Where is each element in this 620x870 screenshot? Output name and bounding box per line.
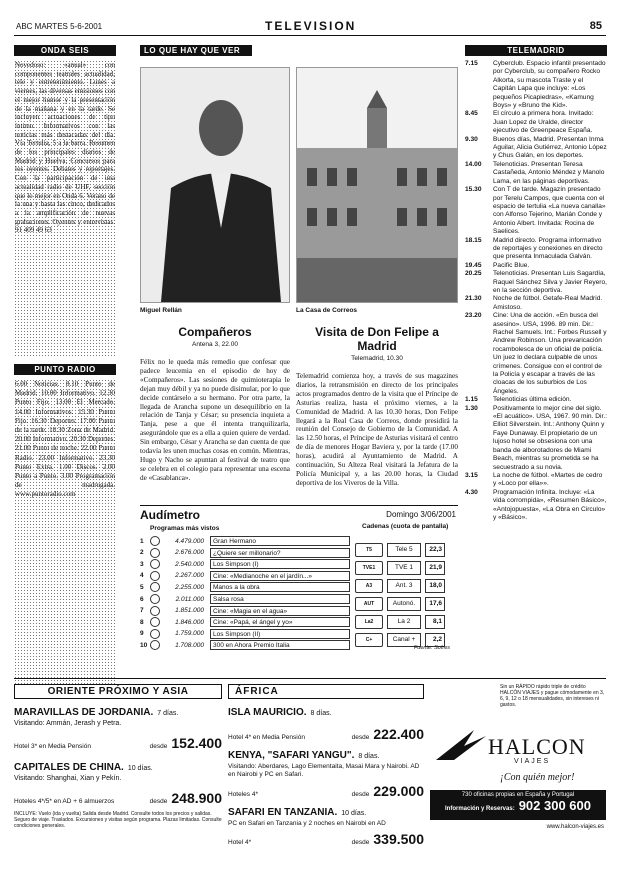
program-audience: 1.708.000 — [175, 641, 204, 649]
audimetro-date: Domingo 3/06/2001 — [386, 510, 456, 519]
channel-share: 18,0 — [425, 579, 445, 593]
article-companeros — [140, 325, 290, 530]
ads-rule — [14, 678, 606, 679]
trip-mauricio-title: ISLA MAURICIO. — [228, 707, 307, 718]
channel-name: TVE 1 — [387, 561, 421, 575]
schedule-text: Noche de fútbol. Getafe-Real Madrid. Amistoso. — [493, 295, 603, 311]
schedule-item — [465, 136, 607, 161]
channel-logo-icon — [150, 617, 160, 627]
trip-mauricio-price: 222.400 — [373, 726, 424, 742]
schedule-time: 3.15 — [465, 471, 478, 479]
channel-logo-icon — [150, 582, 160, 592]
program-audience: 2.255.000 — [175, 583, 204, 591]
program-audience: 2.011.000 — [175, 595, 204, 603]
trip-kenya-days: 8 días. — [358, 753, 380, 760]
program-rank: 5 — [140, 583, 144, 591]
program-rank: 1 — [140, 537, 144, 545]
channels-header: Cadenas (cuota de pantalla) — [362, 523, 449, 530]
trip-tanzania-desc: PC en Safari en Tanzania y 2 noches en Nairobi en AD — [228, 820, 386, 827]
trip-jordania-hotel: Hotel 3* en Media Pensión — [14, 743, 91, 750]
channel-name: Autonó. — [387, 597, 421, 611]
schedule-item — [465, 396, 607, 404]
schedule-text: Programación Infinita. Incluye: «La vida corrompida», «Resumen Básico», «Antojopuesta», «La Obra en Circulo» y «Básico». — [493, 488, 607, 521]
lo-que-hay-que-ver — [140, 45, 458, 487]
trip-mauricio-hotel: Hotel 4* en Media Pensión — [228, 734, 305, 741]
article1-title: Compañeros — [178, 325, 252, 339]
ad-africa — [228, 684, 424, 854]
schedule-time: 9.30 — [465, 135, 478, 143]
trip-mauricio-days: 8 días. — [310, 710, 332, 717]
channel-name: Tele 5 — [387, 543, 421, 557]
schedule-item — [465, 262, 607, 270]
channel-name: La 2 — [387, 615, 421, 629]
channel-logo-icon — [150, 559, 160, 569]
trip-kenya-desc: Visitando: Aberdares, Lago Elementaita, Masai Mara y Nairobi. AD en Nairobi y PC en Safari. — [228, 763, 420, 778]
schedule-item — [465, 270, 607, 295]
schedule-text: Pacific Blue. — [493, 261, 530, 269]
trip-china-desc: Visitando: Shanghai, Xian y Pekín. — [14, 775, 122, 782]
schedule-time: 8.45 — [465, 110, 478, 118]
schedule-time: 7.15 — [465, 60, 478, 67]
program-audience: 1.846.000 — [175, 618, 204, 626]
trip-jordania-from: desde — [149, 743, 168, 750]
halcon-promo: Sin un RÁPIDO rápido triple de crédito HALCÓN VIAJES y pague cómodamente en 3, 6, 9, 12 o 18 mensualidades, sin intereses ni gastos. — [500, 684, 605, 708]
audimetro-title: Audímetro — [140, 508, 200, 522]
program-name: Cine: «Magia en el agua» — [210, 606, 350, 616]
channel-logo-icon — [150, 606, 160, 616]
schedule-item — [465, 110, 607, 135]
trip-tanzania-days: 10 días. — [341, 810, 367, 817]
left-column — [14, 45, 116, 685]
photo-miguel-rellan — [140, 67, 290, 303]
trip-kenya-from: desde — [351, 791, 370, 798]
schedule-text: Con T de tarde. Magazín presentado por Terelu Campos, que cuenta con el espacio de tertulia «La nueva canalla» con Alfonso Tejerino, Marián Conde y Antonio Albert. Invitada: Rocina de Saelices. — [493, 186, 606, 236]
schedule-item — [465, 237, 607, 262]
program-audience: 2.676.000 — [175, 549, 204, 557]
channel-name: Canal + — [387, 633, 421, 647]
punto-radio-title: PUNTO RADIO — [14, 364, 116, 375]
program-name: ¿Quiere ser millonario? — [210, 548, 350, 558]
channel-share: 17,6 — [425, 597, 445, 611]
halcon-phone[interactable]: 902 300 600 — [518, 798, 591, 813]
trip-mauricio-from: desde — [351, 734, 370, 741]
trip-tanzania-title: SAFARI EN TANZANIA. — [228, 807, 338, 818]
schedule-item — [465, 405, 607, 472]
trip-jordania-price: 152.400 — [171, 735, 222, 751]
schedule-time: 1.30 — [465, 404, 478, 412]
trip-china-price: 248.900 — [171, 790, 222, 806]
channel-share: 8,1 — [425, 615, 445, 629]
channel-share: 22,3 — [425, 543, 445, 557]
halcon-brand: HALCON — [488, 734, 586, 759]
channel-logo: A3 — [355, 579, 383, 593]
program-audience: 4.479.000 — [175, 537, 204, 545]
schedule-text: Cine: Una de acción. «En busca del asesino». USA, 1996. 89 min. Dir.: Rachel Samuels. Int.: Forbes Russell y Andrew Robinson. Una prevaricación rocambolesca de un oficial de policía. Un juez lo declara culpable de unos crímenes. Consigue con el control de la Policía y escapar a través de las cloacas de los suburbios de Los Ángeles. — [493, 312, 607, 395]
ad-oriente-header: ORIENTE PRÓXIMO Y ASIA — [14, 684, 222, 699]
trip-china-days: 10 días. — [127, 765, 153, 772]
schedule-text: Telenoticias. Presentan Luis Sagardía, Raquel Sánchez Silva y Javier Reyero, en la sección deportiva. — [493, 270, 607, 294]
channel-logo-icon — [150, 571, 160, 581]
article2-meta: Telemadrid, 10.30 — [351, 355, 403, 362]
audimetro-box — [140, 505, 458, 653]
program-name: Los Simpson (II) — [210, 629, 350, 639]
building-illustration — [297, 68, 457, 302]
schedule-time: 1.15 — [465, 396, 478, 404]
channel-share-row — [355, 577, 445, 595]
article2-text: Telemadrid comienza hoy, a través de sus magazines diarios, la retransmisión en directo de los principales actos programados dentro de la visita que el Príncipe de Asturias realiza, hasta el próximo viernes, a la Comunidad de Madrid. A las 10.30 horas, Don Felipe llegará a la Real Casa de Correos, donde presidirá la reunión del Consejo de Gobierno de la Comunidad. A las 12.50 horas, el Príncipe de Asturias visitará el centro de día de menores Hogar Baviera y, por la tarde (17.00 horas), acudirá al Ayuntamiento de Madrid. A continuación, Su Alteza Real visitará la Jefatura de la Policía Municipal y, a las 20.00 horas, la Ciudad deportiva de los Viveros de la Villa. — [296, 372, 458, 487]
programs-list — [140, 534, 350, 652]
program-name: Cine: «Medianoche en el jardín...» — [210, 571, 350, 581]
ad-oriente — [14, 684, 222, 854]
schedule-text: Buenos días, Madrid. Presentan Inma Aguilar, Alicia Gutiérrez, Antonio López y Chus Galán, en los deportes. — [493, 135, 607, 160]
schedule-item — [465, 489, 607, 523]
schedule-text: La noche de fútbol. «Martes de cedro y «Loco por ella»». — [493, 471, 603, 488]
channel-logo-icon — [150, 629, 160, 639]
schedule-item — [465, 472, 607, 489]
program-name: Cine: «Papá, el ángel y yo» — [210, 617, 350, 627]
section-title: TELEVISION — [265, 19, 357, 33]
schedule-text: Cyberclub. Espacio infantil presentado por Cyberclub, su compañero Rocko Alkorta, su mascota Traste y el Capitán Lapa que incluye: «Los pequeños Picapiedras», «Kamung Boys» y «Bruno the Kid». — [493, 60, 606, 110]
program-rank: 2 — [140, 549, 144, 557]
lo-que-hay-title: LO QUE HAY QUE VER — [140, 45, 252, 56]
schedule-text: El círculo a primera hora. Invitado: Juan Lopez de Uralde, director ejecutivo de Greenpeace España. — [493, 110, 594, 135]
photo-casa-correos — [296, 67, 458, 303]
schedule-time: 23.20 — [465, 312, 482, 320]
photo1-caption: Miguel Rellán — [140, 307, 182, 314]
channel-logo: TVE1 — [355, 561, 383, 575]
channel-logo-icon — [150, 548, 160, 558]
program-name: Gran Hermano — [210, 536, 350, 546]
channel-share-row — [355, 541, 445, 559]
trip-jordania-desc: Visitando: Ammán, Jerash y Petra. — [14, 720, 122, 727]
channel-logo-icon — [150, 536, 160, 546]
ad-halcon — [430, 684, 606, 854]
channels-list — [355, 541, 455, 651]
trip-jordania-title: MARAVILLAS DE JORDANIA. — [14, 707, 154, 718]
schedule-time: 4.30 — [465, 488, 478, 496]
schedule-time: 18.15 — [465, 236, 482, 244]
program-audience: 1.851.000 — [175, 607, 204, 615]
schedule-time: 14.00 — [465, 160, 482, 168]
punto-radio-text: 6.00 Noticias. 8.10 Punto de Madrid. 10.00 Informativo. 12.30 Punto Fijo. 13.00 El Mercado. 14.00 Informativos. 15.30 Punto Fijo. 16.30 Deportes. 17.00 Punto de la tarde. 18.30 Zona de Madrid. 20.00 Informativo. 20.30 Deportes. 21.00 Punto de noche. 22.00 Punto Radio. 23.00 Informativo. 23.30 Punto Extra. 1.00 Discos. 2.00 Punto a Punto. 3.00 Programación de madrugada. www.puntoradio.com — [14, 379, 116, 685]
trip-tanzania-from: desde — [351, 839, 370, 846]
ad-africa-header: ÁFRICA — [228, 684, 424, 699]
telemadrid-title: TELEMADRID — [465, 45, 607, 56]
schedule-item — [465, 60, 607, 110]
schedule-time: 21.30 — [465, 295, 482, 303]
audimetro-program-row — [140, 638, 350, 652]
program-audience: 2.540.000 — [175, 560, 204, 568]
channel-share-row — [355, 595, 445, 613]
schedule-time: 15.30 — [465, 186, 482, 194]
program-name: Los Simpson (I) — [210, 559, 350, 569]
channel-logo: C+ — [355, 633, 383, 647]
halcon-phone-label: Información y Reservas: — [445, 806, 515, 812]
halcon-offices: 730 oficinas propias en España y Portugal — [461, 792, 575, 798]
program-name: 300 en Ahora Premio Italia — [210, 640, 350, 650]
program-rank: 8 — [140, 618, 144, 626]
program-name: Salsa rosa — [210, 594, 350, 604]
trip-tanzania-hotel: Hotel 4* — [228, 839, 252, 846]
halcon-slogan: ¡Con quién mejor! — [500, 772, 575, 783]
halcon-brand-sub: VIAJES — [514, 758, 551, 765]
channel-logo: AUT — [355, 597, 383, 611]
telemadrid-column — [465, 45, 607, 680]
trip-kenya-title: KENYA, "SAFARI YANGU". — [228, 750, 355, 761]
channel-share-row — [355, 613, 445, 631]
program-rank: 9 — [140, 630, 144, 638]
program-rank: 7 — [140, 607, 144, 615]
program-rank: 3 — [140, 560, 144, 568]
channel-logo-icon — [150, 640, 160, 650]
onda-seis-text: Novedoso: «anual» con componentes teatrales actualidad, tele y entretenimiento. Lunes a viernes, las diversas emisiones con el mejor humor y la presentación de la mañana y en la tarde. Se incluyen actuaciones de tipo íntimo. Informativos con las noticias más destacadas del día. Vía Tertulia, 5 a la barra. Resumen de los principales diarios de Madrid y Huelva. Concursos para los oyentes. Debates y reportajes. Con la participación de una actualidad radio de UHF, sección que lo mejor en Onda 6. Verano de la una y hasta las cinco, dedicados a la amplificación de nuevas grabaciones. Oyentes y entrevistas. 91 409 49 63 — [14, 60, 116, 356]
program-audience: 1.759.000 — [175, 630, 204, 638]
trip-kenya-price: 229.000 — [373, 783, 424, 799]
schedule-item — [465, 295, 607, 312]
halcon-bird-icon — [434, 726, 488, 762]
program-rank: 6 — [140, 595, 144, 603]
schedule-time: 19.45 — [465, 261, 482, 269]
portrait-illustration — [141, 68, 289, 302]
halcon-web[interactable]: www.halcon-viajes.es — [546, 824, 604, 830]
schedule-item — [465, 161, 607, 186]
program-name: Manos a la obra — [210, 582, 350, 592]
channel-logo: T5 — [355, 543, 383, 557]
schedule-item — [465, 186, 607, 236]
header-rule — [14, 35, 606, 36]
audimetro-source: Fuente: Sofres — [413, 645, 450, 651]
program-audience: 2.267.000 — [175, 572, 204, 580]
article2-title: Visita de Don Felipe a Madrid — [315, 325, 439, 353]
channel-name: Ant. 3 — [387, 579, 421, 593]
schedule-text: Telenoticias última edición. — [493, 396, 572, 404]
trip-kenya-hotel: Hoteles 4* — [228, 791, 258, 798]
channel-logo-icon — [150, 594, 160, 604]
trip-china-title: CAPITALES DE CHINA. — [14, 762, 124, 773]
schedule-text: Telenoticias. Presentan Teresa Castañeda, Antonio Méndez y Manolo Lama, en las páginas deportivas. — [493, 160, 605, 185]
article1-meta: Antena 3, 22.00 — [192, 341, 238, 348]
schedule-time: 20.25 — [465, 270, 482, 278]
page-number: 85 — [589, 20, 602, 32]
onda-seis-title: ONDA SEIS — [14, 45, 116, 56]
telemadrid-schedule — [465, 60, 607, 680]
channel-share: 21,9 — [425, 561, 445, 575]
article1-text: Félix no le queda más remedio que confesar que padece leucemia en el episodio de hoy de «Compañeros». Las sesiones de quimioterapia le dejan muy débil y ya no puede disimular, por lo que decide contárselo a su hermano. Por otra parte, la llegada de Arancha supone un desequilibrio en la relación de Tanja y César; su presencia inquieta a Tanja, pese a que él intenta tranquilizarla, asegurándole que es a ella a quien quiere de verdad. Sin embargo, César y Arancha se dan cuenta de que todavía les unen muchas cosas en común. Mientras, Hugo y Nacho se apuntan al festival de teatro que se celebra en el colegio para representar una escena de «Casablanca». — [140, 358, 290, 482]
ad-oriente-fineprint: INCLUYE: Vuelo (ida y vuelta) Salida desde Madrid. Consulte todos los precios y salidas. Seguro de viaje. Traslados. Excursiones y visitas según programa. Plazas limitadas. Consulte condiciones generales. — [14, 811, 222, 829]
schedule-text: Madrid directo. Programa informativo de reportajes y conexiones en directo que presenta Inmaculada Galván. — [493, 236, 603, 261]
program-rank: 4 — [140, 572, 144, 580]
schedule-text: Positivamente lo mejor cine del siglo. «El acuático». USA, 1967. 90 min. Dir.: Elliot Silverstein. Int.: Anthony Quinn y Faye Dunaway. El propietario de un lujoso hotel se obsesiona con una banda de alborotadores de Miami Beach, mientras su prometida se ha secuestrado a su novia. — [493, 404, 607, 471]
trip-china-from: desde — [149, 798, 168, 805]
trip-china-hotel: Hoteles 4*/5* en AD + 6 almuerzos — [14, 798, 115, 805]
halcon-contact-box — [430, 790, 606, 820]
trip-tanzania-price: 339.500 — [373, 831, 424, 847]
trip-jordania-days: 7 días. — [157, 710, 179, 717]
photo2-caption: La Casa de Correos — [296, 307, 358, 314]
channel-logo: La2 — [355, 615, 383, 629]
channel-share: 2,2 — [425, 633, 445, 647]
channel-share-row — [355, 559, 445, 577]
programs-header: Programas más vistos — [150, 525, 220, 532]
program-rank: 10 — [140, 641, 148, 649]
header-date: ABC MARTES 5-6-2001 — [16, 22, 103, 31]
schedule-item — [465, 312, 607, 396]
